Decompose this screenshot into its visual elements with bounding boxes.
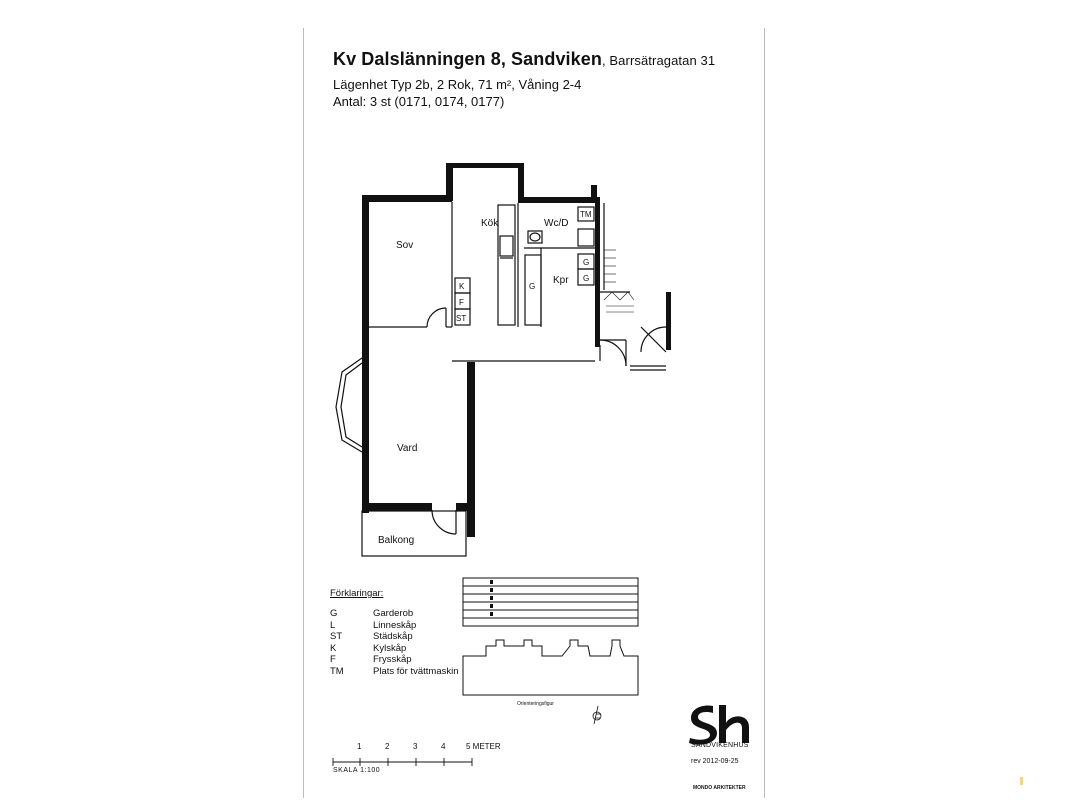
wall-door-post — [666, 292, 671, 350]
legend-code: TM — [330, 665, 344, 677]
architect-name: MONDO ARKITEKTER — [693, 785, 746, 791]
room-label-wc: Wc/D — [544, 218, 569, 229]
legend-title: Förklaringar: — [330, 588, 384, 599]
legend-row — [330, 620, 459, 632]
scale-title: SKALA 1:100 — [333, 767, 381, 774]
legend-row — [330, 654, 459, 666]
scale-tick-5: 5 METER — [466, 742, 501, 751]
legend-text: Garderob — [373, 608, 414, 619]
wall-south-east — [456, 503, 475, 511]
wall-north-sov — [362, 195, 452, 202]
room-label-balkong: Balkong — [378, 535, 415, 546]
address-text: , Barrsätragatan 31 — [601, 53, 716, 68]
orientation-building — [463, 640, 638, 695]
scale-tick-3: 3 — [413, 742, 418, 751]
revision-date: rev 2012-09-25 — [691, 758, 739, 765]
legend-row — [330, 631, 459, 643]
label-f: F — [459, 298, 464, 307]
label-g-wall-1: G — [583, 258, 590, 267]
north-arrow-icon — [593, 706, 601, 724]
wall-north-kok — [446, 163, 523, 168]
legend-text: Plats för tvättmaskin — [373, 665, 459, 677]
wall-south-west — [362, 503, 432, 511]
brand-name: SANDVIKENHUS — [691, 742, 749, 749]
orientation-label: Orienteringsfigur — [517, 701, 554, 707]
legend-text: Kylskåp — [373, 642, 407, 654]
legend-text: Linneskåp — [373, 619, 417, 631]
wall-kok-west-up — [446, 163, 453, 201]
scale-tick-2: 2 — [385, 742, 390, 751]
label-tm: TM — [580, 210, 592, 219]
legend-code: L — [330, 619, 336, 631]
scale-tick-1: 1 — [357, 742, 362, 751]
label-st: ST — [456, 314, 467, 323]
legend-code: ST — [330, 631, 343, 642]
room-label-sov: Sov — [396, 240, 414, 251]
floor-markers — [490, 580, 493, 616]
yellow-mark — [1020, 777, 1023, 785]
wall-east-main — [595, 197, 600, 347]
legend-code: G — [330, 608, 338, 619]
section-diagram — [463, 578, 638, 626]
legend — [330, 588, 459, 677]
legend-text: Frysskåp — [373, 654, 412, 665]
scale-tick-4: 4 — [441, 742, 446, 751]
legend-row — [330, 608, 459, 620]
label-k: K — [459, 282, 465, 291]
legend-row — [330, 643, 459, 655]
sandvikenhus-logo — [689, 705, 749, 745]
wall-west — [362, 195, 369, 513]
legend-code: F — [330, 654, 336, 665]
apartment-count: Antal: 3 st (0171, 0174, 0177) — [333, 94, 505, 109]
legend-text: Städskåp — [373, 631, 413, 642]
label-g-kpr: G — [529, 282, 536, 291]
scale-bar — [333, 758, 472, 766]
legend-code: K — [330, 642, 337, 654]
apartment-type: Lägenhet Typ 2b, 2 Rok, 71 m², Våning 2-4 — [333, 77, 582, 92]
room-label-vard: Vard — [397, 443, 418, 454]
label-g-wall-2: G — [583, 274, 590, 283]
title-text: Kv Dalslänningen 8, Sandviken — [333, 49, 602, 69]
legend-row — [330, 666, 459, 678]
room-label-kok: Kök — [481, 218, 499, 229]
room-label-kpr: Kpr — [553, 275, 569, 286]
